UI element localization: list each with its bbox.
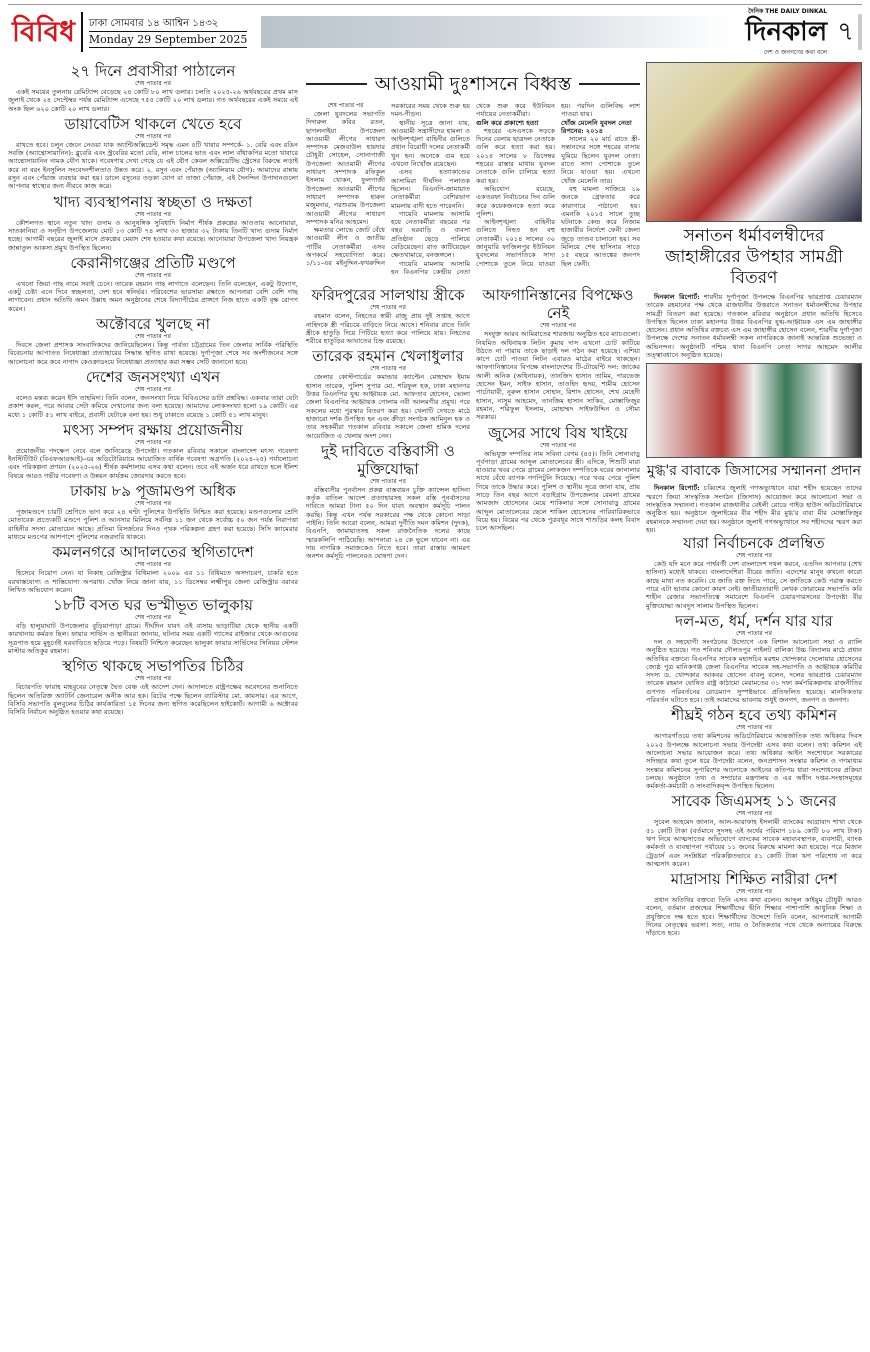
article-paragraph: গায়েবি মামলায় আসামি হয়ে নেতাকর্মীরা বছরের পর বছর ঘরবাড়ি ও ব্যবসা প্রতিষ্ঠান ছেড়ে পালিয়ে বেড়িয়েছেন। রাত কাটিয়েছেন ক্ষেতখামারে, বনজঙ্গলে। [391, 209, 470, 260]
continued-label: শেষ পাতার পর [736, 888, 772, 896]
article-body: রহমান বলেন, নিহতের স্বামী রাজু প্রায় দুই সপ্তাহ আগে নাহিদকে স্ত্রী পরিচয়ে বাড়িতে নিয়ে আসে। শনিবার রাতে তিনি স্ত্রীকে হাতুড়ি দিয়ে পিটিয়ে হত্যা করে পালিয়ে যায়। নিহতের শরীরে হাতুড়ির আঘাতের চিহ্ন রয়েছে। [306, 312, 470, 346]
article [646, 870, 862, 937]
article [8, 482, 298, 541]
article-body: একই সময়ের তুলনায় রেমিট্যান্স বেড়েছে ২৪ কোটি ৮০ লাখ ডলার। চলতি ২০২৫-২৬ অর্থবছরের প্রথম মাস জুলাই থেকে ২৪ সেপ্টেম্বর পর্যন্ত রেমিট্যান্স এসেছে ৭৫৫ কোটি ২০ লাখ ডলার। গত অর্থবছরের একই সময়ে এই অংক ছিল ৬২০ কোটি ২০ লাখ ডলার। [8, 88, 298, 113]
bottom-left-stories [306, 286, 470, 562]
continued-label: শেষ পাতার পর [736, 724, 772, 732]
continued-label: শেষ পাতার পর [135, 80, 171, 87]
article-body: সংযুক্ত আরব আমিরাতের শারজায় অনুষ্ঠিত হবে ম্যাচগুলো। নিয়মিত অধিনায়ক লিটন কুমার দাস এখনো চোট কাটিয়ে উঠতে না পারায় তাকে ছাড়াই দল গঠন করা হয়েছে। এশিয়া কাপে চোট পাওয়া লিটন এবারও মাঠের বাইরে থাকছেন। আফগানিস্তানের বিপক্ষে বাংলাদেশের টি-টোয়েন্টি দল: জাকের আলী অনিক (অধিনায়ক), তানজিদ হাসান তামিম, পারভেজ হোসেন ইমন, সাইফ হাসান, তাওহিদ হৃদয়, শামীম হোসেন পাটোয়ারী, নুরুল হাসান সোহান, রিশাদ হোসেন, শেখ মেহেদী হাসান, নাসুম আহমেদ, তানজিম হাসান সাকিব, মোস্তাফিজুর রহমান, শরিফুল ইসলাম, মোহাম্মদ সাইফউদ্দিন ও সৌম্য সরকার। [476, 330, 640, 422]
continued-label: শেষ পাতার পর [135, 561, 171, 569]
article-body: বস্তিবাসীর পুনর্বাসন প্রকল্প বাস্তবায়ন চুক্তি ক্যান্সেল হাসিনা কর্তৃক বাতিল আদেশ প্রত্যাহারসহ সকল বস্তি পুনর্বাসনের দাবিতে আমরা টানা ৫০ দিন যাবৎ অবস্থান কর্মসূচি পালন করছি। কিন্তু এখন পর্যন্ত সরকারের পক্ষ থেকে কোনো সাড়া পাইনি। তিনি আরো বলেন, আমরা দুর্নীতি দমন কমিশন (দুদক), বিএনপি, জামায়াতসহ সকল রাজনৈতিক দলের কাছে স্মারকলিপি পাঠিয়েছি। আপনারা ২৪ কে ভুলে যাবেন না। এর দায় নাগরিক সমাজকেও নিতে হবে। তারা রাস্তায় আমরণ অনশন কর্মসূচি পালনেরও ঘোষণা দেন। [306, 485, 470, 561]
reporter: দিনকাল রিপোর্ট: [654, 293, 700, 301]
date-bn: ঢাকা সোমবার ১৪ আশ্বিন ১৪৩২ [88, 17, 219, 29]
article-body: দিবসে জেলা প্রশাসক সাংবাদিকদের জানিয়েছিলেন। কিন্তু পার্বত্য চট্টগ্রামের তিন জেলার সার্বিক পরিস্থিতি বিবেচনায় আপাতত নিষেধাজ্ঞা প্রত্যাহারের সিদ্ধান্ত স্থগিত রাখা হয়েছে। দুর্গাপূজা শেষে সব অংশীজনের সঙ্গে আলোচনা করে কবে নাগাদ কেওক্রাডংয়ে নিষেধাজ্ঞা প্রত্যাহার করা সম্ভব সেটি জানানো হবে। [8, 341, 298, 366]
middle-column [306, 62, 640, 562]
article [8, 115, 298, 191]
headline: ডায়াবেটিস থাকলে খেতে হবে [64, 114, 242, 133]
divider [579, 83, 640, 85]
article-body: বলেও মন্তব্য করেন ইসি তাহমিদা। তিনি বলেন, জনসংখ্যা নিয়ে বিবিএসের ডাটা প্রশ্নবিদ্ধ। একবার তারা যেটা প্রকাশ করল, পরে আবার সেটা কমিয়ে দেখানোর জন্য বলা হয়েছে। আমাদের লোকসংখ্যা হলো ১৯ কোটি। এর মধ্যে ১ কোটি ৫১ লাখ বাইরে, প্রবাসী যেটাকে বলা হয়। শুধু ঢাকাতে রয়েছে ১ কোটি ৫১ লাখ মানুষ। [8, 393, 298, 419]
article-body: সুবেল আহমেদ জানান, আল-আরাফাহ ইসলামী ব্যাংকের আগ্রাবাদ শাখা থেকে ৫১ কোটি টাকা (বর্তমানে সুদসহ এই অর্থের পরিমাণ ১৮৯ কোটি ৮০ লাখ টাকা) ঋণ নিয়ে আত্মসাতের অভিযোগে ব্যাংকের সাবেক মহাব্যবস্থাপক, ব্যবসায়ী, ব্যাংক কর্মকর্তা ও ব্যবস্থাপনা পর্যায়ের ১১ জনের বিরুদ্ধে মামলা করা হয়েছে। পরে মিজান ট্রেডার্স এবং সংশ্লিষ্টরা পরিকল্পিতভাবে ৫১ কোটি টাকা ঋণ পরিশোধ না করে আত্মসাৎ করেন। [646, 818, 862, 868]
article [646, 706, 862, 790]
headline: ফরিদপুরের সালথায় স্ত্রীকে [311, 286, 465, 305]
lead-article-body [306, 102, 640, 276]
right-column [646, 62, 862, 940]
page-number: ৭ [837, 14, 862, 50]
article [306, 442, 470, 561]
continued-label: শেষ পাতার পর [135, 500, 171, 508]
reporter: দিনকাল রিপোর্ট: [654, 484, 700, 493]
headline: দেশের জনসংখ্যা এখন [85, 367, 221, 386]
headline: কেরানীগঞ্জের প্রতিটি মণ্ডপে [70, 253, 236, 272]
article-paragraph: স্থানীয় সূত্রে জানা যায়, আওয়ামী সন্ত্রাসীদের হামলা ও আইনশৃঙ্খলা বাহিনীর গুলিতে প্রধান বিরোধী দলের নেতাকর্মী খুন হন। অনেকে গুম হয়ে এখনো নিখোঁজ রয়েছেন। [391, 118, 470, 169]
article-body: দল ও সহযোগী সংগঠনের উদ্যোগে এক বিশাল আলোচনা সভা ও র‌্যালি অনুষ্ঠিত হয়েছে। গত শনিবার দৌলতপুর পাইলট বালিকা উচ্চ বিদ্যালয় মাঠে প্রধান অতিথির বক্তব্যে বিএনপির সাবেক মহাসচিব মরহুম খোন্দকার দেলোয়ার হোসেনের জ্যেষ্ঠ পুত্র মানিকগঞ্জ জেলা বিএনপির সাবেক সহ-সভাপতি ও আহ্বায়ক কমিটির সদস্য ড. খোন্দকার আকবর হোসেন বাবলু বলেন, দলের ভারপ্রাপ্ত চেয়ারম্যান তারেক রহমান ঘোষিত রাষ্ট্র কাঠামো মেরামতের ৩১ দফা কর্মপরিকল্পনায় রাজনীতির গুণগত পরিবর্তনের রোডম্যাপ সুস্পষ্টভাবে প্রতিফলিত হয়েছে। মানসিকতার পরিবর্তন ঘটাতে হবে। তাই আমাদের ভাবনায় শুধুই জনগণ, জনগণ ও জনগণ। [646, 637, 862, 705]
article-body: বিচারপতি ফারাহ মাহবুবের নেতৃত্বে দ্বৈত বেঞ্চ এই আদেশ দেন। আদালতে রাষ্ট্রপক্ষের অবেদনের শুনানিতে ছিলেন অতিরিক্ত অ্যাটর্নি জেনারেল অনীক আর হক। রিটের পক্ষে ছিলেন ব্যারিস্টার মো. কায়সার। এর আগে, বিসিবি সভাপতি বুলবুলের চিঠির কার্যকারিতা ১৫ দিনের জন্য স্থগিত করেছিলেন হাইকোর্ট। আগামী ৬ অক্টোবর বিসিবি নির্বাচন অনুষ্ঠিত হওয়ার কথা রয়েছে। [8, 683, 298, 717]
article [8, 254, 298, 313]
subheading: গুলি করে প্রকাশ্যে হত্যা [476, 118, 539, 127]
continued-label: শেষ পাতার পর [736, 552, 772, 560]
article-body: প্রধান অতিথির বক্তব্যে তিনি এসব কথা বলেন। আব্দুল কাইয়ুম চৌধুরী আরও বলেন, বর্তমান প্রজন্মের শিক্ষার্থীদের দ্বীনি শিক্ষার পাশাপাশি আধুনিক শিক্ষা ও প্রযুক্তিতে দক্ষ হতে হবে। শিক্ষার্থীদের উদ্দেশে তিনি বলেন, আপনারাই আগামী দিনের নেতৃত্বের ভরসা। সত্য, ন্যায় ও নৈতিকতার পথে থেকে অন্যায়ের বিরুদ্ধে দাঁড়াতে হবে। [646, 896, 862, 938]
headline: মুগ্ধ'র বাবাকে জিসাসের সম্মাননা প্রদান [646, 463, 861, 480]
article [8, 657, 298, 716]
continued-label: শেষ পাতার পর [327, 102, 364, 109]
article-paragraph: বহু মামলা সাজিয়ে ১৯ জনকে গ্রেফতার করে কারাগারে পাঠানো হয়। এমনকি ২০১৫ সালে তুচ্ছ ঘটনাকে কেন্দ্র করে নিজাম হাজারীর নির্দেশে ফেনী জেলা জুড়ে তাণ্ডব চালানো হয়। সব মিলিয়ে শেষ হাসিনার সাড়ে ১৫ বছরে আতঙ্কের জনপদ ছিল ফেনী। [561, 184, 640, 268]
continued-label: শেষ পাতার পর [135, 438, 171, 446]
article-body: হিসেবে নিয়োগ নেন। যা নিকাহ রেজিস্ট্রার বিধিমালা ২০০৯ এর ১১ বিধিমতে অসদাচরণ, চাকরি হতে বরখাস্তযোগ্য ও শাস্তিযোগ্য অপরাধ। খোঁজ নিয়ে জানা যায়, ১১ ডিসেম্বর লক্ষ্মীপুর জেলা রেজিস্ট্রার বরাবর লিখিত অভিযোগ করেন। [8, 569, 298, 594]
section-name: বিবিধ [8, 12, 83, 52]
subheading: খোঁজ মেলেনি যুবদল নেতা রিপনের: ২০১৪ [561, 118, 632, 135]
article-paragraph: এসব হত্যাকাণ্ডের আসামিরা দীর্ঘদিন পলাতক ছিলেন। বিএনপি-জামায়াত নেতাকর্মীরা বেশিরভাগ মামলায় বাদী হতে পারেননি। [391, 168, 470, 210]
article [8, 543, 298, 594]
article [8, 368, 298, 419]
article-paragraph: শহরের এসএসকে সড়কে দিনের বেলায় ছাত্রদল নেতাকে গুলি করে হত্যা করা হয়। ২০১৪ সালের ৮ ডিসেম্বর শহরের রাস্তার মাথায় যুবদল নেতাকে গুলি চালিয়ে হত্যা করা হয়। [476, 126, 555, 185]
left-column [8, 62, 298, 718]
article [306, 347, 470, 439]
article-body: বড়ি হালুয়াঘাট উপজেলার বুড়িয়াপাড়া গ্রামে। দীর্ঘদিন যাবৎ ওই বাসায় ভাড়াটিয়া থেকে স্থানীয় একটি কারখানায় কর্মরত ছিল। ফায়ার সার্ভিস ও স্থানীয়রা জানায়, ঘটনার সময় একটি গ্যাসের রাইজার থেকে আগুনের সূত্রপাত হয়ে মুহূর্তেই ঘরবাড়িতে ছড়িয়ে পড়ে। বিষয়টি নিশ্চিত করেছেন ভালুকা ফায়ার সার্ভিসের সিনিয়র স্টেশন মাস্টার অতিকুর রহমান। [8, 622, 298, 655]
headline: তারেক রহমান খেলাধুলার [312, 347, 464, 366]
headline: মৎস্য সম্পদ রক্ষায় প্রয়োজনীয় [63, 420, 243, 439]
article-paragraph: জেলা যুবদলের সভাপতি দিদারুল কবির রতন, ছাগলনাইয়া উপজেলা আওয়ামী লীগের সাধারণ সম্পাদক মেজবাউল হায়দার চৌধুরী সোহেল, সোনাগাজী উপজেলা আওয়ামী লীগের সাধারণ সম্পাদক রফিকুল ইসলাম খোকন, ফুলগাজী উপজেলা আওয়ামী লীগের সাধারণ সম্পাদক হারুন মজুমদার, পরশুরাম উপজেলা আওয়ামী লীগের সাধারণ সম্পাদক মনির আহমেদ। [306, 110, 385, 226]
article [306, 286, 470, 345]
logo-en: THE DAILY DINKAL [765, 7, 828, 15]
article [8, 596, 298, 655]
headline: দুই দাবিতে বস্তিবাসী ও মুক্তিযোদ্ধা [321, 441, 455, 478]
logo-slogan: দেশ ও জনগণের কথা বলে [763, 48, 828, 56]
headline: স্থগিত থাকছে সভাপতির চিঠির [62, 657, 244, 676]
article-body: জেলার কোস্টগার্ডের কমান্ডার ক্যাপ্টেন মোহাম্মদ ইমাম হাসান তারেক, পুলিশ সুপার মো. শরিফুল হক, ঢাকা মহানগর উত্তর বিএনপির যুগ্ম আহ্বায়ক মো. আফতাব হোসেন, ভোলা জেলা বিএনপির আহ্বায়ক গোলাম নবী আলমগীর প্রমুখ। পরে সকলের মধ্যে পুরস্কার বিতরণ করা হয়। খেলাটি দেখতে মাঠে হাজারো দর্শক উপস্থিত হন এবং ক্রীড়া সংগঠক আমিনুল হক ও তার সহকর্মীরা গতকাল রবিবার সকালে জেলা শ্রমিক দলের আয়োজিত এ খেলায় অংশ নেন। [306, 373, 470, 440]
headline: ২৭ দিনে প্রবাসীরা পাঠালেন [70, 62, 236, 80]
headline: আফগানিস্তানের বিপক্ষেও নেই [482, 286, 634, 323]
bottom-right-stories [476, 286, 640, 562]
article-body: কৌশলগত স্থানে নতুন খাদ্য গুদাম ও আনুষঙ্গিক সুবিধাদি নির্মাণ শীর্ষক প্রকল্পের আওতায় আনোয়ারা, সাতকানিয়া ও সন্দ্বীপ উপজেলায় মোট ১৩ কোটি ৭৪ লাখ ৩৩ হাজার ৩২ টাকায় তিনটি খাদ্য গুদাম নির্মাণ হচ্ছে। আগামী বছরের জুলাই মাসে প্রকল্পের মেয়াদ শেষ হওয়ার কথা রয়েছে। আনোয়ারা উপজেলা খাদ্য নিয়ন্ত্রক জান্নাতুল আকসা প্রমুখ উপস্থিত ছিলেন। [8, 218, 298, 252]
logo-name: দিনকাল [745, 16, 828, 47]
headline: জুসের সাথে বিষ খাইয়ে [488, 423, 628, 442]
date-en: Monday 29 September 2025 [88, 32, 248, 46]
continued-label: শেষ পাতার পর [370, 477, 406, 485]
headline: দল-মত, ধর্ম, দর্শন যার যার [675, 611, 833, 630]
continued-label: শেষ পাতার পর [135, 675, 171, 683]
continued-label: শেষ পাতার পর [135, 333, 171, 341]
continued-label: শেষ পাতার পর [736, 629, 772, 637]
continued-label: শেষ পাতার পর [540, 322, 576, 330]
header-band [261, 16, 731, 48]
article [646, 792, 862, 868]
continued-label: শেষ পাতার পর [736, 810, 772, 818]
dateline [83, 16, 248, 48]
continued-label: শেষ পাতার পর [135, 132, 171, 140]
continued-label: শেষ পাতার পর [370, 365, 406, 373]
headline: ১৮টি বসত ঘর ভস্মীভূত ভালুকায় [53, 596, 253, 615]
article-body: পূজামণ্ডপে চারটি শ্রেণিতে ভাগ করে ২৪ ঘণ্টা পুলিশের উপস্থিতি নিশ্চিত করা হয়েছে। মণ্ডপগুলোর শ্রেণি মোতাবেক প্রত্যেকটি মণ্ডপে পুলিশ ও আনসার মিলিয়ে সর্বনিম্ন ১১ জন থেকে সর্বোচ্চ ৫০ জন পর্যন্ত নিরাপত্তা বাহিনীর সদস্য মোতায়েন আছে। প্রতিমা বিসর্জনের দিনও পৃথক পরিকল্পনা গ্রহণ করা হয়েছে। সিসি ক্যামেরার মাধ্যমে মণ্ডপের আশপাশে পুলিশের নজরদারি থাকবে। [8, 508, 298, 541]
article [8, 62, 298, 113]
photo-award-ceremony [646, 363, 862, 458]
article [476, 424, 640, 533]
logo-tag: দৈনিক [748, 7, 764, 15]
article [8, 421, 298, 480]
article-body: এখনো জিয়া গাছ নামে সবাই চেনে। তারেক রহমান গাছ লাগাতে বলেছেন। তিনি বলেছেন, একটু উদ্যোগ, একটু চেষ্টা এনে দিবে স্বচ্ছলতা, দেশ হবে স্বনির্ভর। পরিবেশের ভারসাম্য রক্ষাতে আপনারা বেশি বেশি গাছ লাগাবেন। প্রধান অতিথি অমন উল্লাহ অমন অনুষ্ঠানের শেষে বিদ্যাপীঠের প্রাঙ্গণে নিজ হাতে একটি বৃক্ষ রোপণ করেন। [8, 279, 298, 313]
article [8, 315, 298, 366]
article-body: কেউ যদি মনে করে পার্শ্ববর্তী দেশ বাংলাদেশ দখল করবে, এতদিন আপনার (শেখ হাসিনা) মধ্যেই থাকবে। বাংলাদেশিরা বীরের জাতি। এদেশের মানুষ কখনো কারো কাছে মাথা নত করেনি। যে জাতি রক্ত দিতে পারে, সে জাতিকে কেউ পরাস্ত করতে পারে এটা ভাবার কোনো কারণ নেই। জাতীয়তাবাদী লেখক ফোরামের সভাপতি কবি শাহীন রেজার সভাপতিত্বে সমাবেশে বিএনপি চেয়ারপারসনের উপদেষ্টা বীর মুক্তিযোদ্ধা আবদুস সালাম উপস্থিত ছিলেন। [646, 560, 862, 610]
continued-label: শেষ পাতার পর [370, 304, 406, 312]
article-body: শারদীয় দুর্গাপূজা উপলক্ষে বিএনপির ভারপ্রাপ্ত চেয়ারম্যান তারেক রহমানের পক্ষ থেকে রাজধানীর উত্তরাতে সনাতন ধর্মাবলম্বীদের উপহার সামগ্রী বিতরণ করা হয়েছে। গতকাল রবিবার অনুষ্ঠানে প্রধান অতিথি হিসেবে উপস্থিত ছিলেন ঢাকা মহানগর উত্তর বিএনপির যুগ্ম-আহ্বায়ক এস এম জাহাঙ্গীর হোসেন। প্রধান অতিথির বক্তব্যে এস এম জাহাঙ্গীর হোসেন বলেন, শারদীয় দুর্গাপূজা উপলক্ষে দেশের সনাতন ধর্মাবলম্বী সকল নাগরিককে জানাই আন্তরিক শুভেচ্ছা ও অভিনন্দন। অনুষ্ঠানটি পশ্চিম থানা বিএনপি নেতা সাগর আহমেদ আলীর তত্ত্বাবধানে অনুষ্ঠিত হয়েছে। [646, 293, 862, 360]
headline: শীঘ্রই গঠন হবে তথ্য কমিশন [671, 706, 837, 725]
lead-title: আওয়ামী দুঃশাসনে বিধ্বস্ত [374, 73, 572, 95]
photo-gift-distribution [646, 62, 862, 222]
headline: যারা নির্বাচনকে প্রলম্বিত [683, 534, 825, 553]
divider [306, 83, 367, 85]
continued-label: শেষ পাতার পর [135, 210, 171, 218]
article-paragraph: ক্ষমতার লোভে জোট বেঁধে আওয়ামী লীগ ও জাতীয় পার্টির নেতাকর্মীরা এসব অপকর্মে সহযোগিতা করে। ১/১১-এর মইনুদ্দিন-ফখরুদ্দিন সরকারের সময় থেকে শুরু হয় দমন-পীড়ন। [306, 102, 470, 268]
article-body: আগারগাঁওয়ে তথ্য কমিশনের অডিটোরিয়ামে আন্তর্জাতিক তথ্য অধিকার দিবস ২০২৫ উপলক্ষে আলোচনা সভায় উপদেষ্টা এসব কথা বলেন। তথ্য কমিশন এই আলোচনা সভার আয়োজন করে। তথ্য অধিকার আইন সংশোধনে সরকারের সদিচ্ছার কথা তুলে ধরে উপদেষ্টা বলেন, জনপ্রশাসন সংস্কার কমিশন ও গণমাধ্যম সংস্কার কমিশনের সুপারিশের আলোকে আইনের কতিপয় ধারা সংশোধনের প্রক্রিয়া চলছে। অনুষ্ঠানে তথ্য ও সম্প্রচার মন্ত্রণালয় ও এর অধীন দপ্তর-সংস্থাসমূহের কর্মকর্তা-কর্মচারী ও সাংবাদিকবৃন্দ উপস্থিত ছিলেন। [646, 732, 862, 791]
headline: ঢাকায় ৮৯ পূজামণ্ডপ অধিক [70, 482, 236, 501]
article [476, 286, 640, 421]
headline: কমলনগরে আদালতের স্থগিতাদেশ [52, 543, 254, 562]
headline: অক্টোবরে খুলছে না [95, 315, 211, 334]
article-body: প্রয়োজনীয় পদক্ষেপ নেবে বলে জানিয়েছে উপদেষ্টা। গতকাল রবিবার সকালে বাংলাদেশ মৎস্য গবেষণা ইনস্টিটিউট (বিএফআরআই)-এর অডিটোরিয়ামে আয়োজিত বার্ষিক গবেষণা অগ্রগতি (২০২৪-২৫) পর্যালোচনা এবং পরিকল্পনা প্রণয়ন (২০২৫-২৬) শীর্ষক কর্মশালায় এসব কথা বলেন। তবে এই অর্জন ধরে রাখতে হলে ইলিশ বিষয়ে আরও গভীর গবেষণা ও উন্নয়ন কার্যক্রম জোরদার করতে হবে। [8, 446, 298, 480]
headline: সাবেক জিএমসহ ১১ জনের [671, 792, 837, 811]
article-paragraph: আইনশৃঙ্খলা বাহিনীর গুলিতে নিহত হন বহু নেতাকর্মী। ২০১৪ সালের ৩০ জানুয়ারি ফাজিলপুর ইউনিয়ন যুবদলের সভাপতিকে সাদা পোশাকে তুলে নিয়ে যাওয়া হয়। পরদিন গুলিবিদ্ধ লাশ পাওয়া যায়। [476, 102, 640, 268]
headline: মাদ্রাসায় শিক্ষিত নারীরা দেশ [670, 870, 838, 889]
continued-label: শেষ পাতার পর [135, 614, 171, 622]
continued-label: শেষ পাতার পর [135, 385, 171, 393]
lead-headline [306, 72, 640, 96]
headline: খাদ্য ব্যবস্থাপনায় স্বচ্ছতা ও দক্ষতা [53, 192, 253, 211]
article [646, 612, 862, 704]
continued-label: শেষ পাতার পর [540, 441, 576, 449]
continued-label: শেষ পাতার পর [135, 271, 171, 279]
article-body: রাখতে হবে। চলুন জেনে নেওয়া যাক অ্যান্টিঅক্সিডেন্ট সমৃদ্ধ এমন ৫টি খাবার সম্পর্কে- ১. বেরি এবং রঙিন সবজি (অ্যান্থোসায়ানিন): ব্লুবেরি এবং স্ট্রবেরির মতো বেরি, লাল চালের ভাত এবং লাল বাঁধাকপির মতো খাবারে অ্যান্থোসায়ানিন নামক যৌগ থাকে। গবেষণায় দেখা গেছে যে এই যৌগ কেবল অক্সিডেটিভ স্ট্রেসের বিরুদ্ধে লড়াই করে না বরং ইনসুলিন সংবেদনশীলতাও উন্নত করে। ২. রসুন এবং পেঁয়াজ (অ্যালিয়াম যৌগ): আমাদের রান্নায় রসুন এবং পেঁয়াজ ব্যবহার করা হয়। ডালে রসুনের তড়কা যোগ বা তাজা পেঁয়াজ, এই দৈনন্দিন উপাদানগুলো আপনার স্বাস্থ্যের জন্য নীরবে কাজ করে। [8, 140, 298, 191]
masthead-logo [745, 7, 827, 57]
article [646, 534, 862, 610]
article-paragraph: অভিযোগ রয়েছে, একতরফা নির্বাচনের দিন গুলি করে কয়েকজনকে হত্যা করে পুলিশ। [476, 184, 555, 218]
article [8, 193, 298, 252]
page-header [8, 4, 862, 58]
article-paragraph: সালের ২০ মার্চ রাতে স্ত্রী-সন্তানদের সঙ্গে শহরের বাসায় ঘুমিয়ে ছিলেন যুবদল নেতা। রাতে সাদা পোশাকে তুলে নিয়ে যাওয়া হয়। এখনো খোঁজ মেলেনি তার। [561, 135, 640, 185]
article-body: চব্বিশের জুলাই গণঅভ্যুত্থানে যারা শহীদ হয়েছেন তাদের স্মরণে জিয়া সাংস্কৃতিক সংগঠন (জিসাস) আয়োজন করে আলোচনা সভা ও সাংস্কৃতিক সম্মাননা। গতকাল রাজধানীর বেইলী রোডে গাইড হাউস অডিটোরিয়ামে অনুষ্ঠিত হয়। অনুষ্ঠানে জুলাইয়ের বীর শহীদ মীর মুগ্ধ'র বাবা মীর মোস্তাফিজুর রহমানকে সম্মাননা দেয়া হয়। অনুষ্ঠানে জুলাই গণঅভ্যুত্থানে সব শহীদদের স্মরণ করা হয়। [646, 484, 862, 534]
article-paragraph: গায়েবি মামলায় আসামি হন বিএনপির কেন্দ্রীয় নেতা থেকে শুরু করে ইউনিয়ন পর্যায়ের নেতাকর্মীরা। [391, 102, 555, 276]
article-body: অভিযুক্ত দম্পতির নাম সবিনা বেগম (৪৫)। তিনি সোনাবাড়ু পূর্বপাড়া গ্রামের আব্দুল মোতালেবের স্ত্রী। এদিকে, শিশুটি মারা যাওয়ার খবর পেয়ে গ্রামের লোকজন দম্পতিকে ঘরের জানালার সাথে বেঁধে ব্যাপক গণপিটুনি দিয়েছে। পরে খবর পেয়ে পুলিশ গিয়ে তাকে উদ্ধার করে। পুলিশ ও স্থানীয় সূত্রে জানা যায়, প্রায় সাড়ে তিন বছর আগে বড়াইগ্রাম উপজেলার রেমলা গ্রামের আমজাদ হোসেনের মেয়ে শাকিলার সঙ্গে সোনাবাড়ু গ্রামের আব্দুল মোতালেবের ছেলে শাকিল হোসেনের পারিবারিকভাবে বিয়ে হয়। বিয়ের পর থেকে পুত্রবধূর সাথে শাশুড়ির কলহ বিবাদ চলে আসছিল। [476, 449, 640, 533]
headline: সনাতন ধর্মাবলম্বীদের জাহাঙ্গীরের উপহার সামগ্রী বিতরণ [665, 226, 843, 288]
